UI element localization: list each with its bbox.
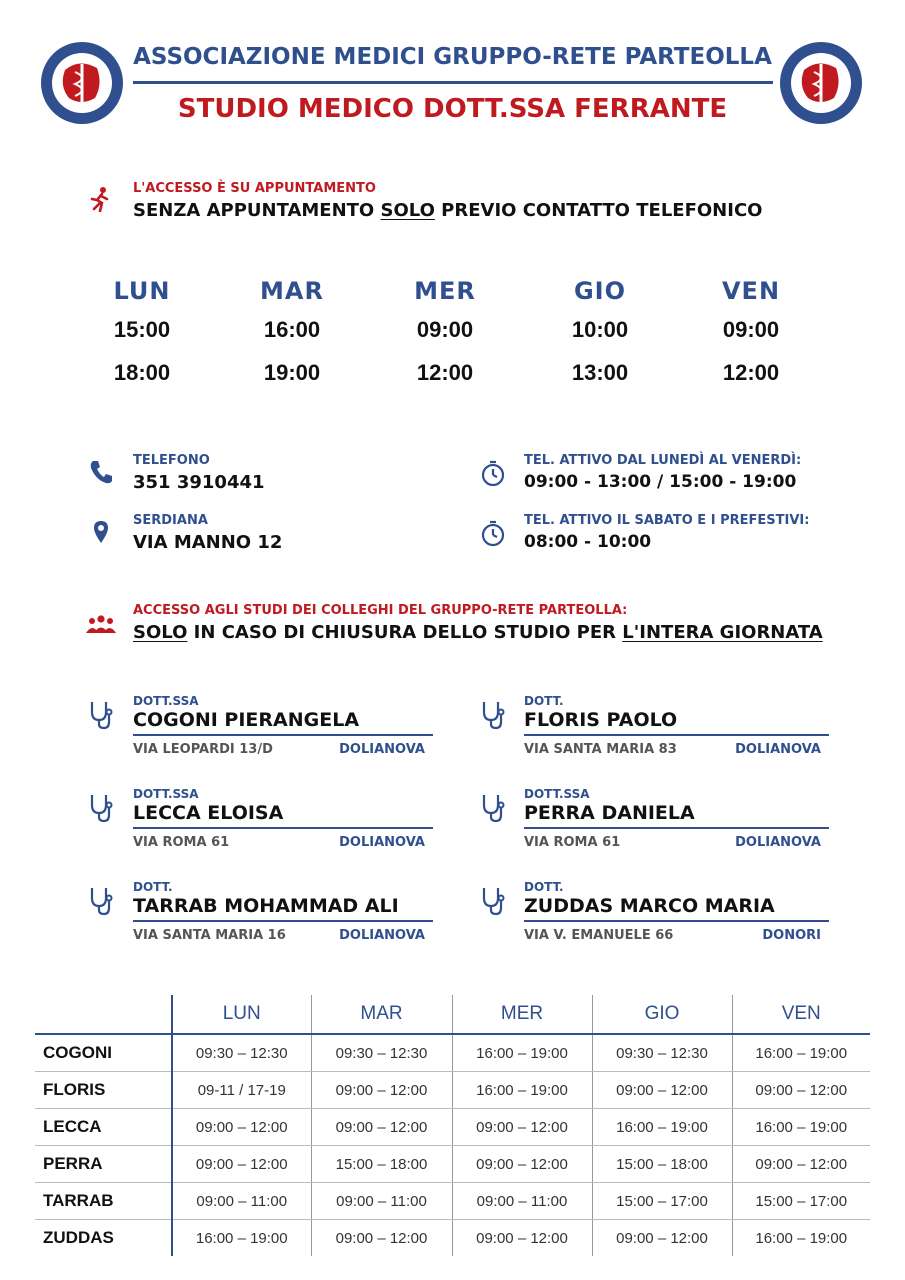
table-cell: 09:00 – 12:00 <box>732 1146 870 1183</box>
day-name: VEN <box>721 277 781 305</box>
doctor-title: DOTT.SSA <box>133 787 199 801</box>
access-line-pre: SENZA APPUNTAMENTO <box>133 200 381 221</box>
doctor-title: DOTT. <box>524 880 564 894</box>
doctor-address: VIA SANTA MARIA 16 <box>133 928 286 943</box>
doctor-title: DOTT.SSA <box>133 694 199 708</box>
access-line <box>133 200 762 221</box>
weekend-phone-label: TEL. ATTIVO IL SABATO E I PREFESTIVI: <box>524 513 810 528</box>
doctor-divider <box>524 734 829 736</box>
stopwatch-icon <box>481 519 505 547</box>
doctor-city: DOLIANOVA <box>735 835 821 850</box>
table-header-day: MAR <box>311 995 452 1034</box>
weekday-phone-hours: 09:00 - 13:00 / 15:00 - 19:00 <box>524 472 797 492</box>
day-col-gio <box>540 277 660 386</box>
table-corner <box>35 995 172 1034</box>
association-logo-right <box>778 40 864 126</box>
doctor-name: PERRA DANIELA <box>524 802 695 824</box>
colleagues-label: ACCESSO AGLI STUDI DEI COLLEGHI DEL GRUPPO-RETE PARTEOLLA: <box>133 603 628 618</box>
table-cell: 09:00 – 11:00 <box>452 1183 592 1220</box>
stopwatch-icon <box>481 459 505 487</box>
day-name: MAR <box>260 277 324 305</box>
table-cell: 16:00 – 19:00 <box>732 1034 870 1072</box>
day-close: 18:00 <box>113 360 171 385</box>
stethoscope-icon <box>89 700 113 730</box>
day-open: 09:00 <box>722 317 780 342</box>
table-cell: 09:00 – 12:00 <box>311 1109 452 1146</box>
table-header-day: VEN <box>732 995 870 1034</box>
doctor-title: DOTT.SSA <box>524 787 590 801</box>
doctor-title: DOTT. <box>524 694 564 708</box>
day-col-mar <box>232 277 352 386</box>
doctor-name: LECCA ELOISA <box>133 802 284 824</box>
day-col-mer <box>385 277 505 386</box>
colleagues-mid: IN CASO DI CHIUSURA DELLO STUDIO PER <box>187 622 623 643</box>
table-cell: 09:00 – 11:00 <box>172 1183 311 1220</box>
weekday-phone-label: TEL. ATTIVO DAL LUNEDÌ AL VENERDÌ: <box>524 453 802 468</box>
colleagues-schedule-table <box>35 995 870 1256</box>
doctor-divider <box>524 920 829 922</box>
day-close: 13:00 <box>571 360 629 385</box>
doctor-card-zuddas <box>524 880 829 943</box>
day-col-ven <box>691 277 811 386</box>
colleagues-intera: L'INTERA GIORNATA <box>622 622 823 643</box>
table-cell: 09:00 – 12:00 <box>172 1109 311 1146</box>
day-open: 16:00 <box>263 317 321 342</box>
row-doctor-name: COGONI <box>35 1034 172 1072</box>
table-cell: 09:00 – 12:00 <box>311 1072 452 1109</box>
table-cell: 16:00 – 19:00 <box>592 1109 732 1146</box>
doctor-address: VIA ROMA 61 <box>133 835 230 850</box>
day-close: 12:00 <box>416 360 474 385</box>
table-header-day: LUN <box>172 995 311 1034</box>
doctor-card-lecca <box>133 787 433 850</box>
table-cell: 15:00 – 18:00 <box>592 1146 732 1183</box>
table-cell: 09:00 – 12:00 <box>452 1220 592 1257</box>
row-doctor-name: TARRAB <box>35 1183 172 1220</box>
table-cell: 16:00 – 19:00 <box>452 1072 592 1109</box>
day-close: 19:00 <box>263 360 321 385</box>
table-row <box>35 1146 870 1183</box>
day-open: 15:00 <box>113 317 171 342</box>
stethoscope-icon <box>481 793 505 823</box>
studio-title: STUDIO MEDICO DOTT.SSA FERRANTE <box>177 94 728 124</box>
table-row <box>35 1220 870 1257</box>
day-open: 09:00 <box>416 317 474 342</box>
doctor-divider <box>524 827 829 829</box>
stethoscope-icon <box>481 886 505 916</box>
colleagues-line <box>133 622 823 643</box>
table-header-day: MER <box>452 995 592 1034</box>
day-close: 12:00 <box>722 360 780 385</box>
table-row <box>35 1109 870 1146</box>
access-label: L'ACCESSO È SU APPUNTAMENTO <box>133 181 376 196</box>
day-open: 10:00 <box>571 317 629 342</box>
doctor-divider <box>133 734 433 736</box>
doctor-city: DOLIANOVA <box>339 835 425 850</box>
doctor-address: VIA LEOPARDI 13/D <box>133 742 273 757</box>
table-cell: 09:30 – 12:30 <box>172 1034 311 1072</box>
row-doctor-name: PERRA <box>35 1146 172 1183</box>
header-divider <box>133 81 773 84</box>
table-cell: 16:00 – 19:00 <box>172 1220 311 1257</box>
doctor-city: DOLIANOVA <box>339 742 425 757</box>
doctor-city: DOLIANOVA <box>339 928 425 943</box>
running-person-icon <box>88 186 112 212</box>
location-pin-icon <box>93 520 109 544</box>
table-cell: 15:00 – 17:00 <box>592 1183 732 1220</box>
table-cell: 16:00 – 19:00 <box>452 1034 592 1072</box>
colleagues-solo: SOLO <box>133 622 188 643</box>
group-people-icon <box>86 614 116 634</box>
doctor-city: DONORI <box>762 928 821 943</box>
doctor-name: FLORIS PAOLO <box>524 709 678 731</box>
table-cell: 09:00 – 12:00 <box>311 1220 452 1257</box>
association-title: ASSOCIAZIONE MEDICI GRUPPO-RETE PARTEOLLA <box>133 44 772 70</box>
table-row <box>35 1034 870 1072</box>
association-logo-left <box>39 40 125 126</box>
doctor-name: TARRAB MOHAMMAD ALI <box>133 895 399 917</box>
day-col-lun <box>82 277 202 386</box>
table-cell: 15:00 – 17:00 <box>732 1183 870 1220</box>
table-cell: 09:00 – 12:00 <box>732 1072 870 1109</box>
access-line-solo: SOLO <box>380 200 435 221</box>
phone-icon <box>88 459 114 485</box>
doctor-divider <box>133 827 433 829</box>
table-cell: 09:00 – 11:00 <box>311 1183 452 1220</box>
doctor-card-cogoni <box>133 694 433 757</box>
table-cell: 16:00 – 19:00 <box>732 1220 870 1257</box>
doctor-title: DOTT. <box>133 880 173 894</box>
table-header-day: GIO <box>592 995 732 1034</box>
stethoscope-icon <box>89 886 113 916</box>
table-cell: 09:00 – 12:00 <box>452 1146 592 1183</box>
table-cell: 09:00 – 12:00 <box>592 1072 732 1109</box>
table-cell: 09:00 – 12:00 <box>592 1220 732 1257</box>
row-doctor-name: ZUDDAS <box>35 1220 172 1257</box>
doctor-divider <box>133 920 433 922</box>
city-label: SERDIANA <box>133 513 208 528</box>
doctor-card-floris <box>524 694 829 757</box>
phone-label: TELEFONO <box>133 453 210 468</box>
doctor-address: VIA ROMA 61 <box>524 835 621 850</box>
day-name: GIO <box>573 277 627 305</box>
stethoscope-icon <box>481 700 505 730</box>
stethoscope-icon <box>89 793 113 823</box>
table-header-row <box>35 995 870 1034</box>
day-name: MER <box>414 277 476 305</box>
doctor-card-tarrab <box>133 880 433 943</box>
table-cell: 09:00 – 12:00 <box>452 1109 592 1146</box>
doctor-address: VIA V. EMANUELE 66 <box>524 928 674 943</box>
table-cell: 09:00 – 12:00 <box>172 1146 311 1183</box>
table-cell: 09:30 – 12:30 <box>311 1034 452 1072</box>
doctor-name: ZUDDAS MARCO MARIA <box>524 895 775 917</box>
access-line-post: PREVIO CONTATTO TELEFONICO <box>434 200 763 221</box>
phone-number[interactable]: 351 3910441 <box>133 472 265 493</box>
table-row <box>35 1072 870 1109</box>
table-cell: 09:30 – 12:30 <box>592 1034 732 1072</box>
table-cell: 09-11 / 17-19 <box>172 1072 311 1109</box>
row-doctor-name: FLORIS <box>35 1072 172 1109</box>
studio-address: VIA MANNO 12 <box>133 532 283 553</box>
weekend-phone-hours: 08:00 - 10:00 <box>524 532 652 552</box>
doctor-name: COGONI PIERANGELA <box>133 709 360 731</box>
table-cell: 16:00 – 19:00 <box>732 1109 870 1146</box>
doctor-card-perra <box>524 787 829 850</box>
table-cell: 15:00 – 18:00 <box>311 1146 452 1183</box>
row-doctor-name: LECCA <box>35 1109 172 1146</box>
doctor-address: VIA SANTA MARIA 83 <box>524 742 677 757</box>
table-row <box>35 1183 870 1220</box>
doctor-city: DOLIANOVA <box>735 742 821 757</box>
day-name: LUN <box>113 277 171 305</box>
